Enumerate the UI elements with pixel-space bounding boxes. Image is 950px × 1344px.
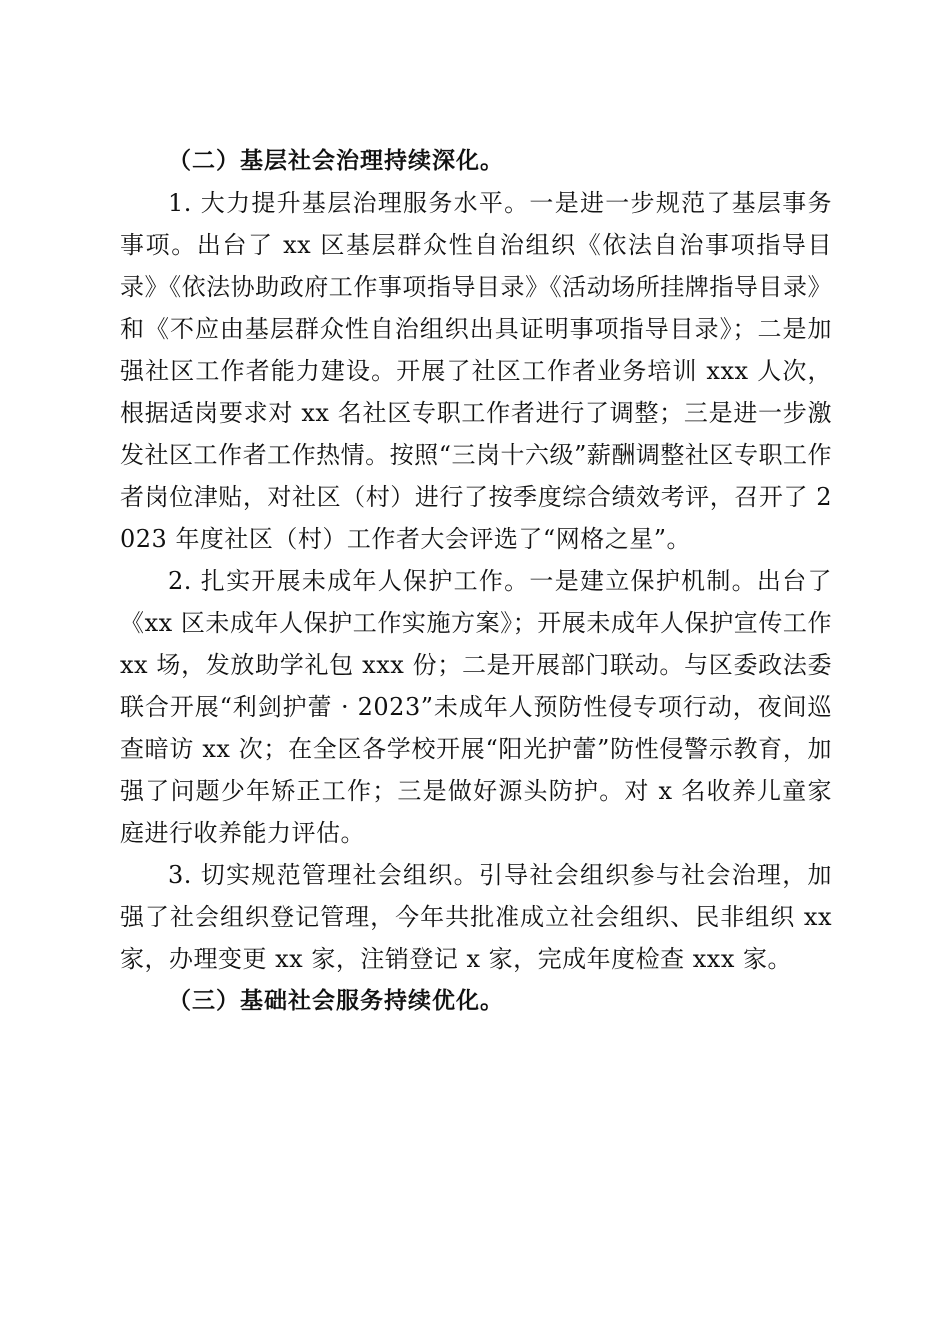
document-body xyxy=(120,140,832,1022)
paragraph-grassroots-governance: 1. 大力提升基层治理服务水平。一是进一步规范了基层事务事项。出台了 xx 区基层群众性自治组织《依法自治事项指导目录》《依法协助政府工作事项指导目录》《活动场所挂牌指导目录》和《不应由基层群众性自治组织出具证明事项指导目录》；二是加强社区工作者能力建设。开展了社区工作者业务培训 xxx 人次，根据适岗要求对 xx 名社区专职工作者进行了调整；三是进一步激发社区工作者工作热情。按照“三岗十六级”薪酬调整社区专职工作者岗位津贴，对社区（村）进行了按季度综合绩效考评，召开了 2023 年度社区（村）工作者大会评选了“网格之星”。 xyxy=(120,189,832,553)
section-heading-2: （二）基层社会治理持续深化。 xyxy=(168,147,504,174)
paragraph-social-organizations: 3. 切实规范管理社会组织。引导社会组织参与社会治理，加强了社会组织登记管理，今年共批准成立社会组织、民非组织 xx 家，办理变更 xx 家，注销登记 x 家，完成年度检查 xxx 家。 xyxy=(120,861,832,973)
section-heading-3: （三）基础社会服务持续优化。 xyxy=(168,987,504,1014)
paragraph-minor-protection: 2. 扎实开展未成年人保护工作。一是建立保护机制。出台了《xx 区未成年人保护工作实施方案》；开展未成年人保护宣传工作 xx 场，发放助学礼包 xxx 份；二是开展部门联动。与区委政法委联合开展“利剑护蕾 · 2023”未成年人预防性侵专项行动，夜间巡查暗访 xx 次；在全区各学校开展“阳光护蕾”防性侵警示教育，加强了问题少年矫正工作；三是做好源头防护。对 x 名收养儿童家庭进行收养能力评估。 xyxy=(120,567,832,847)
